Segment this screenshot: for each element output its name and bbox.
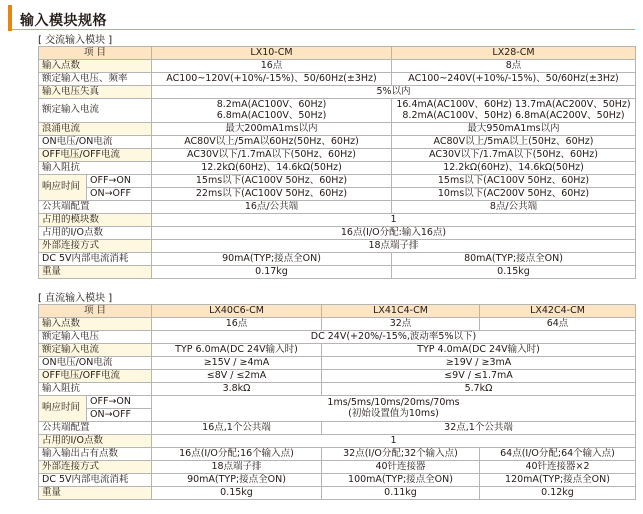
cell-value: 90mA(TYP;接点全ON) [152,253,392,266]
cell-value [152,99,392,123]
row-label: 响应时间 [39,396,87,422]
dc-row-rated-current [39,344,636,357]
cell-value: AC100~240V(+10%/-15%)、50/60Hz(±3Hz) [392,73,636,86]
cell-value: 120mA(TYP;接点全ON) [480,474,636,487]
cell-value: 15ms以下(AC100V 50Hz、60Hz) [392,175,636,188]
row-label: 重量 [39,266,152,279]
row-label: 输入电压失真 [39,86,152,99]
cell-value: 5.7kΩ [322,383,636,396]
row-label: 额定输入电压、频率 [39,73,152,86]
cell-value: 8点 [392,60,636,73]
row-label: 占用的I/O点数 [39,227,152,240]
dc-row-wiring [39,461,636,474]
dc-spec-table [38,304,636,500]
cell-value: 100mA(TYP;接点全ON) [322,474,480,487]
dc-row-dc5v [39,474,636,487]
row-label: 额定输入电流 [39,344,152,357]
dc-row-points [39,318,636,331]
dc-row-on-voltage [39,357,636,370]
cell-value: 最大200mA1ms以内 [152,123,392,136]
value-line: 8.2mA(AC100V、50Hz) 6.8mA(AC200V、50Hz) [402,109,625,121]
ac-row-distortion [39,86,636,99]
row-label: ON电压/ON电流 [39,136,152,149]
ac-row-io-points [39,227,636,240]
cell-value: 8点/公共端 [392,201,636,214]
ac-row-modules [39,214,636,227]
dc-header-model-1: LX40C6-CM [152,305,322,318]
dc-row-weight [39,487,636,500]
row-label: 输入点数 [39,318,152,331]
value-line: (初始设置值为10ms) [348,407,439,419]
cell-value: 0.11kg [322,487,480,500]
row-label: 占用的模块数 [39,214,152,227]
cell-value: 64点 [480,318,636,331]
ac-row-impedance [39,162,636,175]
dc-row-impedance [39,383,636,396]
cell-value: 0.12kg [480,487,636,500]
value-line: 16.4mA(AC100V、60Hz) 13.7mA(AC200V、50Hz) [396,98,631,110]
ac-row-weight [39,266,636,279]
ac-header-item: 项 目 [39,47,152,60]
cell-value: AC30V以下/1.7mA以下(50Hz、60Hz) [392,149,636,162]
ac-row-inrush [39,123,636,136]
row-label: OFF电压/OFF电流 [39,149,152,162]
dc-row-io-occupy [39,435,636,448]
title-accent-bar [8,5,12,31]
dc-row-response-off-on [39,396,636,409]
dc-section-label: [ 直流输入模块 ] [38,293,113,304]
sub-label: OFF→ON [87,175,152,188]
cell-value: 16点(I/O分配;16个输入点) [152,448,322,461]
ac-section-label: [ 交流输入模块 ] [38,35,113,46]
cell-value: 1 [152,435,636,448]
cell-value: 40针连接器 [322,461,480,474]
ac-row-points [39,60,636,73]
row-label: 外部连接方式 [39,240,152,253]
ac-row-response-on-off [39,188,636,201]
ac-row-response-off-on [39,175,636,188]
ac-row-dc5v [39,253,636,266]
page-title: 输入模块规格 [20,13,107,29]
cell-value: 16点(I/O分配:输入16点) [152,227,636,240]
cell-value: AC80V以上/5mA以上(50Hz、60Hz) [392,136,636,149]
cell-value: 16点 [152,318,322,331]
title-rule [12,29,635,30]
ac-row-rated-voltage [39,73,636,86]
row-label: ON电压/ON电流 [39,357,152,370]
cell-value: ≥19V / ≥3mA [322,357,636,370]
cell-value: 0.17kg [152,266,392,279]
cell-value: 16点 [152,60,392,73]
cell-value: 32点 [322,318,480,331]
row-label: 外部连接方式 [39,461,152,474]
value-line: 6.8mA(AC100V、50Hz) [216,109,327,121]
cell-value: AC100~120V(+10%/-15%)、50/60Hz(±3Hz) [152,73,392,86]
cell-value: 0.15kg [392,266,636,279]
dc-row-common [39,422,636,435]
sub-label: ON→OFF [87,188,152,201]
sub-label: OFF→ON [87,396,152,409]
cell-value: DC 24V(+20%/-15%,波动率5%以下) [152,331,636,344]
cell-value: 32点(I/O分配;32个输入点) [322,448,480,461]
cell-value: 12.2kΩ(60Hz)、14.6kΩ(50Hz) [392,162,636,175]
cell-value: AC30V以下/1.7mA以下(50Hz、60Hz) [152,149,392,162]
ac-row-rated-current [39,99,636,123]
ac-row-wiring [39,240,636,253]
row-label: DC 5V内部电流消耗 [39,474,152,487]
row-label: 输入点数 [39,60,152,73]
ac-row-on-voltage [39,136,636,149]
cell-value: 22ms以下(AC100V 50Hz、60Hz) [152,188,392,201]
ac-header-model-2: LX28-CM [392,47,636,60]
dc-header-row [39,305,636,318]
cell-value: 12.2kΩ(60Hz)、14.6kΩ(50Hz) [152,162,392,175]
cell-value: ≥15V / ≥4mA [152,357,322,370]
ac-header-model-1: LX10-CM [152,47,392,60]
cell-value: 16点/公共端 [152,201,392,214]
dc-row-off-voltage [39,370,636,383]
cell-value: 0.15kg [152,487,322,500]
value-line: 1ms/5ms/10ms/20ms/70ms [327,396,460,408]
cell-value: 18点端子排 [152,461,322,474]
dc-header-model-3: LX42C4-CM [480,305,636,318]
dc-row-rated-voltage [39,331,636,344]
cell-value: 1 [152,214,636,227]
cell-value: 64点(I/O分配;64个输入点) [480,448,636,461]
cell-value: 10ms以下(AC200V 50Hz、60Hz) [392,188,636,201]
cell-value [392,99,636,123]
row-label: 额定输入电压 [39,331,152,344]
cell-value: 5%以内 [152,86,636,99]
row-label: 输入阻抗 [39,162,152,175]
row-label: 浪涌电流 [39,123,152,136]
row-label: 公共端配置 [39,422,152,435]
cell-value [152,396,636,422]
cell-value: 18点端子排 [152,240,636,253]
row-label: 占用的I/O点数 [39,435,152,448]
cell-value: 3.8kΩ [152,383,322,396]
cell-value: TYP 4.0mA(DC 24V输入时) [322,344,636,357]
cell-value: 16点,1个公共端 [152,422,322,435]
dc-header-model-2: LX41C4-CM [322,305,480,318]
cell-value: 32点,1个公共端 [322,422,636,435]
ac-row-off-voltage [39,149,636,162]
row-label: 输入阻抗 [39,383,152,396]
cell-value: 90mA(TYP;接点全ON) [152,474,322,487]
row-label: 输入输出占有点数 [39,448,152,461]
cell-value: 最大950mA1ms以内 [392,123,636,136]
cell-value: ≤8V / ≤2mA [152,370,322,383]
cell-value: 40针连接器×2 [480,461,636,474]
row-label: 公共端配置 [39,201,152,214]
row-label: 响应时间 [39,175,87,201]
cell-value: TYP 6.0mA(DC 24V输入时) [152,344,322,357]
row-label: 重量 [39,487,152,500]
row-label: OFF电压/OFF电流 [39,370,152,383]
cell-value: ≤9V / ≤1.7mA [322,370,636,383]
sub-label: ON→OFF [87,409,152,422]
cell-value: 15ms以下(AC100V 50Hz、60Hz) [152,175,392,188]
ac-row-common [39,201,636,214]
dc-header-item: 项 目 [39,305,152,318]
value-line: 8.2mA(AC100V、60Hz) [216,98,327,110]
row-label: 额定输入电流 [39,99,152,123]
ac-header-row [39,47,636,60]
dc-row-io-points [39,448,636,461]
ac-spec-table [38,46,636,279]
row-label: DC 5V内部电流消耗 [39,253,152,266]
cell-value: AC80V以上/5mA以60Hz(50Hz、60Hz) [152,136,392,149]
cell-value: 80mA(TYP;接点全ON) [392,253,636,266]
